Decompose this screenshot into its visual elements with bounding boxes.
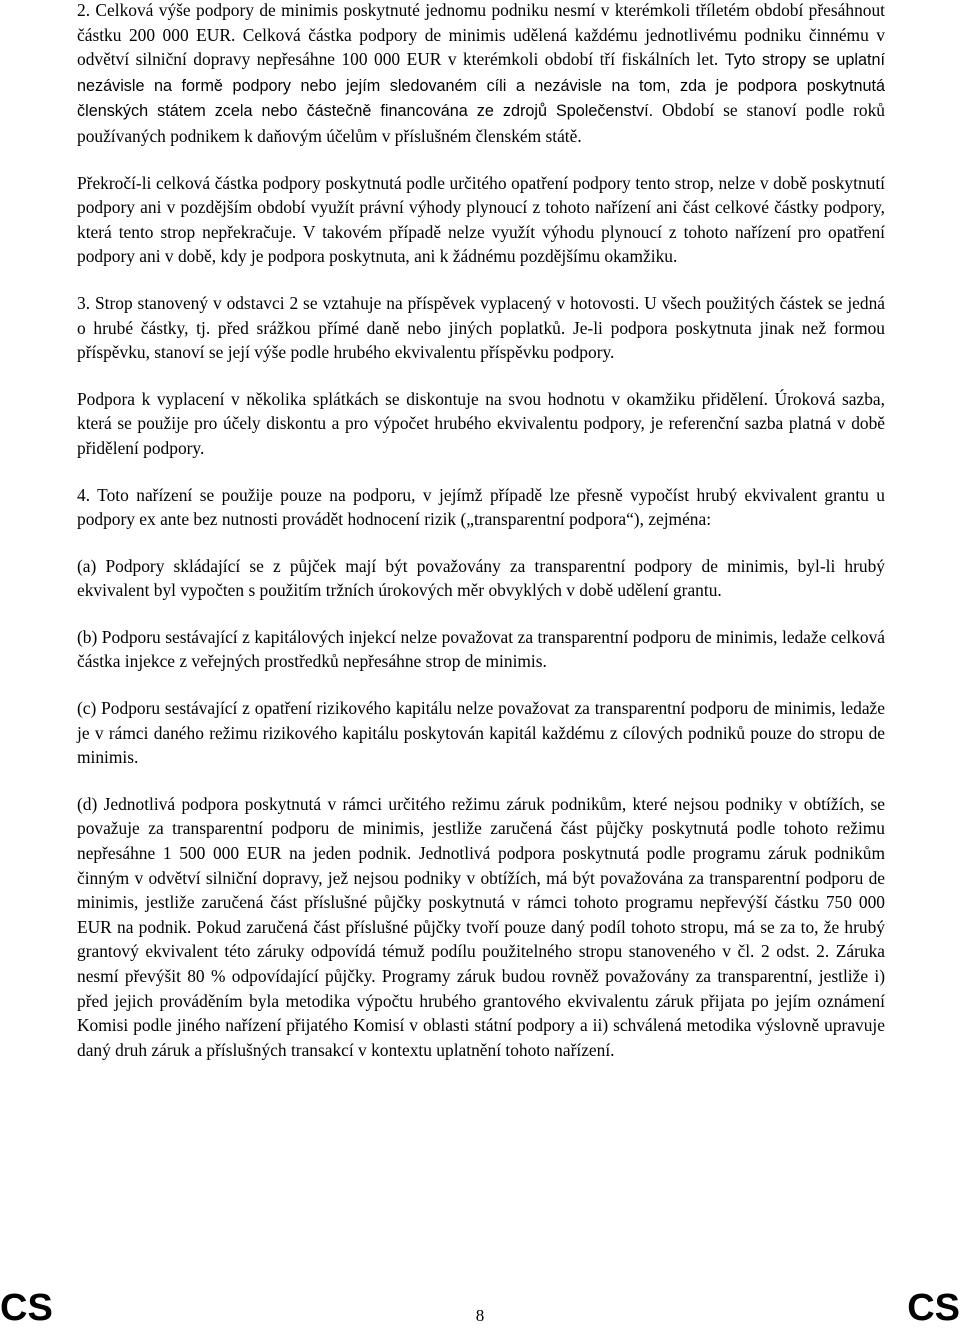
paragraph-2-ceiling	[77, 0, 885, 149]
paragraph-instalments: Podpora k vyplacení v několika splátkách se diskontuje na svou hodnotu v okamžiku přidělení. Úroková sazba, která se použije pro účely diskontu a pro výpočet hrubého ekvivalentu podpory, je referenční sazba platná v době přidělení podpory.	[77, 388, 885, 458]
page-number: 8	[475, 1306, 485, 1325]
document-body	[77, 0, 885, 1084]
paragraph-4-transparent-aid: 4. Toto nařízení se použije pouze na podporu, v jejímž případě lze přesně vypočíst hrubý ekvivalent grantu u podpory ex ante bez nutnosti provádět hodnocení rizik („transparentní podpora“), zejména:	[77, 484, 885, 530]
item-c-risk-capital: (c) Podporu sestávající z opatření rizikového kapitálu nelze považovat za transparentní podporu de minimis, ledaže je v rámci daného režimu rizikového kapitálu poskytován kapitál každému z cílových podniků pouze do stropu de minimis.	[77, 698, 885, 768]
paragraph-2-text-c: Období se stanoví podle roků používaných podnikem k daňovým účelům v příslušném členském státě.	[77, 100, 885, 146]
footer-language-code-left: CS	[0, 1287, 53, 1329]
item-b-capital-injections: (b) Podporu sestávající z kapitálových injekcí nelze považovat za transparentní podporu de minimis, ledaže celková částka injekce z veřejných prostředků nepřesáhne strop de minimis.	[77, 626, 885, 672]
paragraph-3-cash-grant: 3. Strop stanovený v odstavci 2 se vztahuje na příspěvek vyplacený v hotovosti. U všech použitých částek se jedná o hrubé částky, tj. před srážkou přímé daně nebo jiných poplatků. Je-li podpora poskytnuta jinak než formou příspěvku, stanoví se její výše podle hrubého ekvivalentu příspěvku podpory.	[77, 292, 885, 363]
footer-language-code-right: CS	[907, 1287, 960, 1329]
item-a-loans: (a) Podpory skládající se z půjček mají být považovány za transparentní podpory de minimis, byl-li hrubý ekvivalent byl vypočten s použitím tržních úrokových měr obvyklých v době udělení grantu.	[77, 555, 885, 601]
item-d-guarantees: (d) Jednotlivá podpora poskytnutá v rámci určitého režimu záruk podnikům, které nejsou podniky v obtížích, se považuje za transparentní podporu de minimis, jestliže zaručená část půjčky poskytnutá podle tohoto režimu nepřesáhne 1 500 000 EUR na jeden podnik. Jednotlivá podpora poskytnutá podle programu záruk podnikům činným v odvětví silniční dopravy, jež nejsou podniky v obtížích, má být považována za transparentní podporu de minimis, jestliže zaručená část příslušné půjčky poskytnutá v rámci tohoto programu nepřevýší částku 750 000 EUR na podnik. Pokud zaručená část příslušné půjčky tvoří pouze daný podíl tohoto stropu, má se za to, že hrubý grantový ekvivalent této záruky odpovídá témuž podílu použitelného stropu stanoveného v čl. 2 odst. 2. Záruka nesmí převýšit 80 % odpovídající půjčky. Programy záruk budou rovněž považovány za transparentní, jestliže i) před jejich prováděním byla metodika výpočtu hrubého grantového ekvivalentu záruk přijata po jejím oznámení Komisi podle jiného nařízení přijatého Komisí v oblasti státní podpory a ii) schválená metodika výslovně upravuje daný druh záruk a příslušných transakcí v kontextu uplatnění tohoto nařízení.	[77, 793, 885, 1060]
paragraph-2-text-a: 2. Celková výše podpory de minimis poskytnuté jednomu podniku nesmí v kterémkoli tříletém období přesáhnout částku 200 000 EUR. Celková částka podpory de minimis udělená každému jednotlivému podniku činnému v odvětví silniční dopravy nepřesáhne 100 000 EUR v kterémkoli období tří fiskálních let.	[77, 0, 885, 70]
paragraph-2-text-b: Tyto stropy se uplatní nezávisle na formě podpory nebo jejím sledovaném cíli a nezávisle na tom, zda je podpora poskytnutá členských státem zcela nebo částečně financována ze zdrojů Společenství.	[77, 51, 885, 121]
paragraph-exceeding-ceiling: Překročí-li celková částka podpory poskytnutá podle určitého opatření podpory tento strop, nelze v době poskytnutí podpory ani v pozdějším období využít právní výhody plynoucí z tohoto nařízení ani část celkové částky podpory, která tento strop nepřekračuje. V takovém případě nelze využít výhodu plynoucí z tohoto nařízení pro opatření podpory ani v době, kdy je podpora poskytnuta, ani k žádnému pozdějšímu okamžiku.	[77, 172, 885, 267]
